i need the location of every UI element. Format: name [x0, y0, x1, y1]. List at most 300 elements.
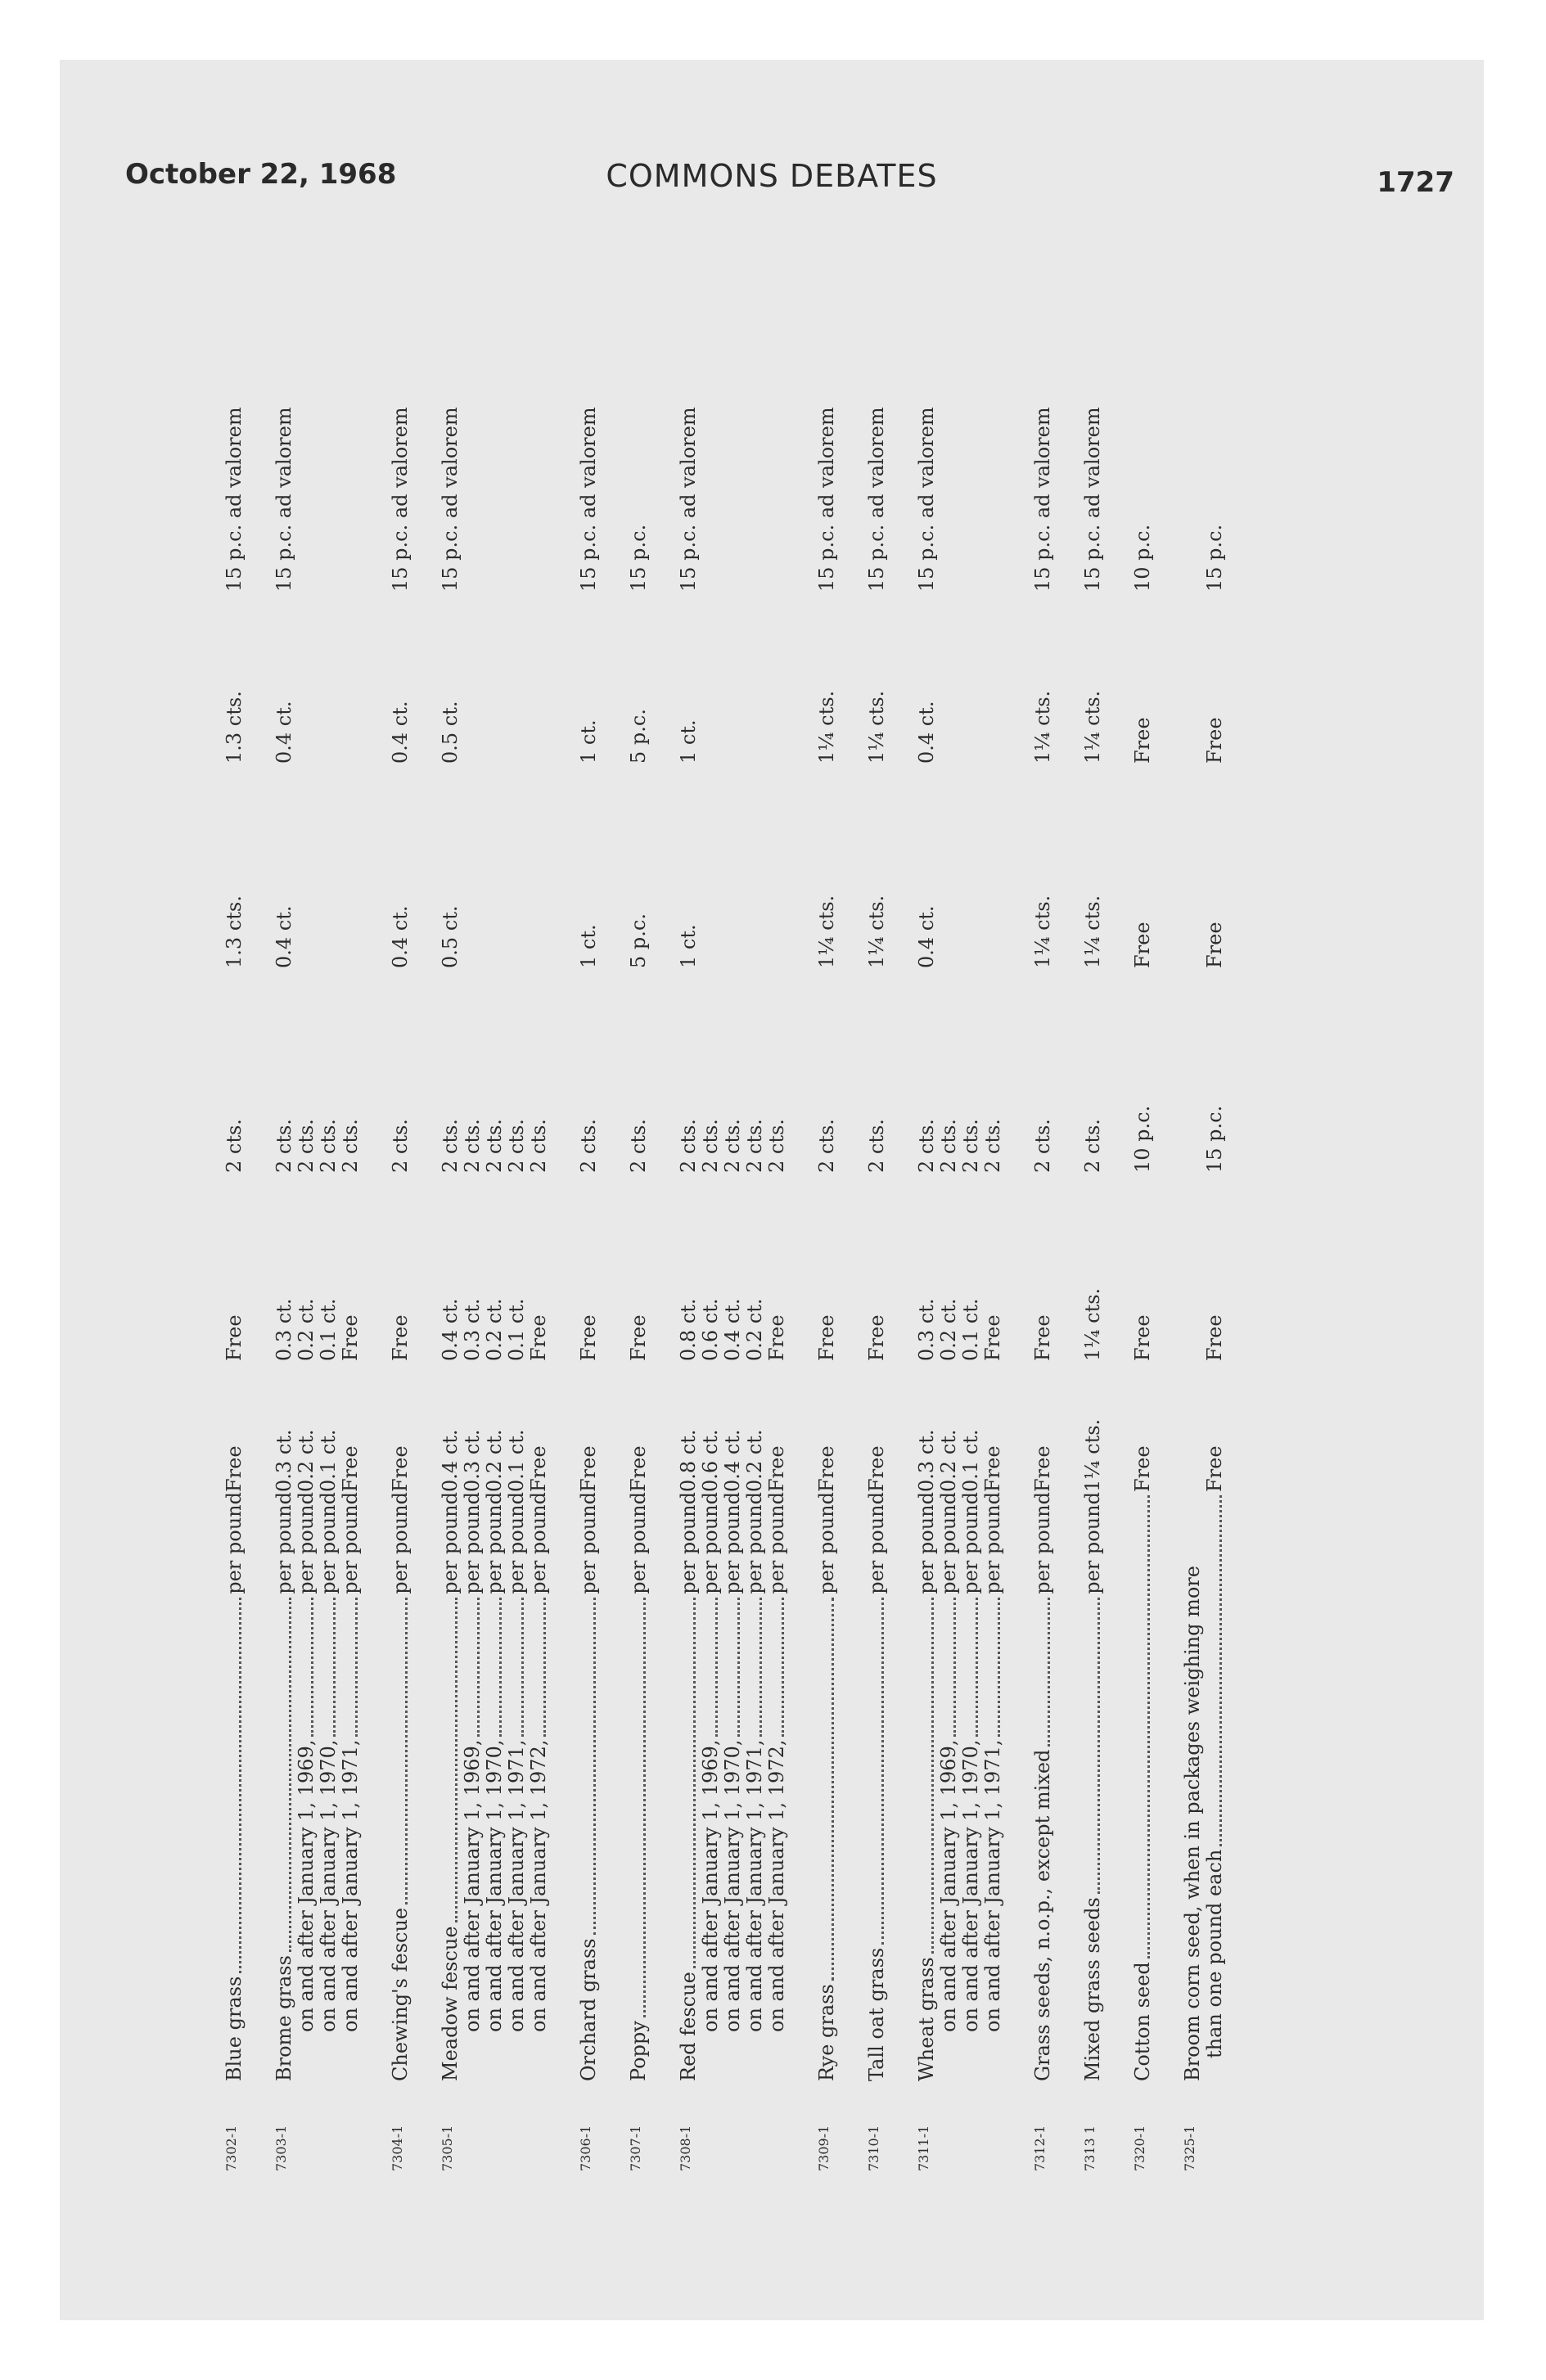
rate-cell: 2 cts. — [981, 1119, 1004, 1173]
description-text: on and after January 1, 1969, — [937, 1739, 960, 2032]
rate-cell — [1182, 428, 1204, 592]
rate-cell — [722, 592, 744, 764]
tariff-number: 7308-1 — [678, 2125, 693, 2171]
rate-cell: 0.5 ct. — [439, 905, 462, 968]
rate-cell: Free — [1131, 1445, 1154, 1492]
item-description — [744, 1492, 766, 2081]
tariff-number: 7307-1 — [628, 2125, 643, 2171]
leader-dots — [881, 1598, 884, 1945]
item-description — [273, 1492, 295, 2081]
description-text: on and after January 1, 1970, — [483, 1739, 506, 2032]
rate-cell — [462, 764, 484, 968]
tariff-number: 7310-1 — [866, 2125, 881, 2171]
tariff-lines — [1182, 428, 1226, 2081]
leader-dots — [454, 1598, 457, 1923]
tariff-line — [700, 428, 722, 2081]
tariff-number: 7320-1 — [1132, 2125, 1147, 2171]
page-number: 1727 — [1377, 166, 1454, 199]
leader-dots — [498, 1598, 502, 1737]
rate-cell: 0.4 ct. — [721, 1298, 744, 1361]
rate-cell — [484, 428, 506, 592]
leader-dots — [310, 1598, 313, 1737]
leader-dots — [1219, 1495, 1222, 1846]
tariff-line — [439, 407, 462, 2081]
rate-cell: 0.6 ct. — [699, 1298, 722, 1361]
rate-cell: 0.3 ct. — [273, 1298, 295, 1361]
rate-cell — [318, 764, 340, 968]
rate-cell: 2 cts. — [721, 1119, 744, 1173]
tariff-entry — [1132, 240, 1154, 2171]
page-sheet — [60, 60, 1484, 2320]
rate-cell — [722, 764, 744, 968]
tariff-line — [1182, 428, 1204, 2081]
rate-cell: Free — [815, 1314, 838, 1361]
tariff-line — [484, 428, 506, 2081]
rate-cell — [938, 592, 960, 764]
rate-cell: Free — [815, 1445, 838, 1492]
rate-cell: 15 p.c. ad valorem — [677, 407, 700, 592]
rate-cell — [1182, 1173, 1204, 1361]
item-description — [960, 1492, 982, 2081]
description-text: Grass seeds, n.o.p., except mixed — [1031, 1749, 1054, 2081]
leader-dots — [1047, 1598, 1050, 1747]
unit-label: per pound — [339, 1492, 362, 1594]
rate-cell: 0.4 ct. — [389, 905, 412, 968]
item-description — [439, 1492, 462, 2081]
item-description — [462, 1492, 484, 2081]
tariff-number: 7306-1 — [578, 2125, 593, 2171]
tariff-entry — [1082, 240, 1104, 2171]
rate-cell: Free — [223, 1314, 246, 1361]
tariff-line — [915, 407, 938, 2081]
rate-cell: 2 cts. — [223, 1119, 246, 1173]
leader-dots — [543, 1598, 546, 1737]
rate-cell: 0.3 ct. — [273, 1429, 295, 1492]
rate-cell: 1.3 cts. — [223, 691, 246, 764]
rate-cell: 2 cts. — [461, 1119, 484, 1173]
rate-cell: Free — [1131, 922, 1154, 968]
tariff-number: 7303-1 — [273, 2125, 289, 2171]
rate-cell: Free — [527, 1445, 550, 1492]
unit-label: per pound — [865, 1492, 888, 1594]
rate-cell: 5 p.c. — [627, 709, 650, 764]
description-text: Brome grass — [273, 1955, 295, 2081]
description-text: Chewing's fescue — [389, 1907, 412, 2081]
rate-cell: Free — [527, 1314, 550, 1361]
item-description — [484, 1492, 506, 2081]
rate-cell: 15 p.c. ad valorem — [865, 407, 888, 592]
rate-cell: 2 cts. — [743, 1119, 766, 1173]
description-text: on and after January 1, 1971, — [743, 1739, 766, 2032]
description-text: Blue grass — [223, 1976, 246, 2081]
tariff-entry — [678, 240, 788, 2171]
description-text: Rye grass — [815, 1984, 838, 2081]
tariff-entry — [439, 240, 550, 2171]
item-description — [916, 1492, 938, 2081]
rate-cell: 0.1 ct. — [505, 1298, 528, 1361]
rate-cell: 2 cts. — [677, 1119, 700, 1173]
tariff-line — [865, 407, 888, 2081]
tariff-lines — [915, 407, 1004, 2081]
unit-label: per pound — [721, 1492, 744, 1594]
rate-cell: 2 cts. — [865, 1119, 888, 1173]
item-description — [1182, 1492, 1204, 2081]
item-description — [722, 1492, 744, 2081]
rate-cell: Free — [1131, 717, 1154, 764]
rate-cell: 2 cts. — [439, 1119, 462, 1173]
rate-cell: 1¼ cts. — [1081, 690, 1104, 764]
tariff-line — [1031, 407, 1054, 2081]
rate-cell: 2 cts. — [765, 1119, 788, 1173]
rate-cell: 0.2 ct. — [937, 1298, 960, 1361]
tariff-entry — [223, 240, 246, 2171]
leader-dots — [831, 1598, 834, 1981]
rate-cell — [744, 592, 766, 764]
rate-cell: 0.6 ct. — [699, 1429, 722, 1492]
tariff-line — [295, 428, 318, 2081]
description-text: Orchard grass — [577, 1938, 600, 2081]
tariff-entry — [866, 240, 888, 2171]
rate-cell: 1¼ cts. — [1031, 895, 1054, 968]
rate-cell: 0.8 ct. — [677, 1298, 700, 1361]
rate-cell — [982, 428, 1004, 592]
rate-cell: 0.4 ct. — [439, 1429, 462, 1492]
description-text: on and after January 1, 1970, — [317, 1739, 340, 2032]
rate-cell: Free — [765, 1445, 788, 1492]
rate-cell: 0.2 ct. — [295, 1429, 318, 1492]
rate-cell — [506, 428, 528, 592]
rate-cell: 0.4 ct. — [721, 1429, 744, 1492]
rate-cell: 0.2 ct. — [743, 1429, 766, 1492]
rate-cell — [340, 592, 362, 764]
rate-cell: 2 cts. — [1031, 1119, 1054, 1173]
rate-cell: 1¼ cts. — [815, 690, 838, 764]
rate-cell — [340, 428, 362, 592]
tariff-lines — [389, 407, 412, 2081]
leader-dots — [997, 1598, 1000, 1737]
item-description — [1132, 1492, 1154, 2081]
tariff-entry — [273, 240, 362, 2171]
tariff-entry — [390, 240, 412, 2171]
tariff-entry — [578, 240, 600, 2171]
tariff-lines — [1031, 407, 1054, 2081]
unit-label: per pound — [461, 1492, 484, 1594]
rate-cell: 1¼ cts. — [1081, 1418, 1104, 1492]
unit-label: per pound — [937, 1492, 960, 1594]
description-text: on and after January 1, 1970, — [721, 1739, 744, 2032]
rate-cell: 0.3 ct. — [915, 1429, 938, 1492]
rate-cell — [960, 592, 982, 764]
rate-cell: Free — [339, 1445, 362, 1492]
tariff-line — [577, 407, 600, 2081]
unit-label: per pound — [389, 1492, 412, 1594]
rate-cell: 1¼ cts. — [865, 690, 888, 764]
tariff-line — [938, 428, 960, 2081]
rate-cell: 15 p.c. ad valorem — [223, 407, 246, 592]
tariff-line — [318, 428, 340, 2081]
rate-cell — [318, 428, 340, 592]
unit-label: per pound — [627, 1492, 650, 1594]
rate-cell — [1182, 968, 1204, 1173]
rate-cell: 0.2 ct. — [483, 1429, 506, 1492]
unit-label: per pound — [317, 1492, 340, 1594]
tariff-lines — [865, 407, 888, 2081]
rate-cell — [295, 428, 318, 592]
rate-cell: 0.1 ct. — [317, 1298, 340, 1361]
item-description — [982, 1492, 1004, 2081]
rate-cell: 0.2 ct. — [483, 1298, 506, 1361]
item-description — [390, 1492, 412, 2081]
rate-cell — [700, 428, 722, 592]
rate-cell: 0.4 ct. — [915, 905, 938, 968]
tariff-line — [506, 428, 528, 2081]
leader-dots — [1147, 1495, 1150, 1959]
rate-cell — [506, 592, 528, 764]
tariff-line — [766, 428, 788, 2081]
tariff-line — [982, 428, 1004, 2081]
rate-cell — [982, 592, 1004, 764]
rate-cell: 2 cts. — [339, 1119, 362, 1173]
description-text: on and after January 1, 1971, — [505, 1739, 528, 2032]
rate-cell — [295, 592, 318, 764]
item-description — [866, 1492, 888, 2081]
rate-cell — [528, 764, 550, 968]
unit-label: per pound — [699, 1492, 722, 1594]
rate-cell — [766, 592, 788, 764]
rate-cell: Free — [865, 1445, 888, 1492]
tariff-entry — [628, 240, 650, 2171]
tariff-line — [628, 428, 650, 2081]
rate-cell: Free — [865, 1314, 888, 1361]
rate-cell: 0.4 ct. — [273, 905, 295, 968]
tariff-lines — [815, 407, 838, 2081]
tariff-entry — [916, 240, 1004, 2171]
tariff-line — [462, 428, 484, 2081]
tariff-line — [1081, 407, 1104, 2081]
rate-cell: 0.4 ct. — [439, 1298, 462, 1361]
rate-cell: Free — [577, 1445, 600, 1492]
leader-dots — [781, 1598, 784, 1737]
rate-cell — [700, 764, 722, 968]
rate-cell: 0.3 ct. — [461, 1298, 484, 1361]
tariff-lines — [677, 407, 788, 2081]
rate-cell: Free — [765, 1314, 788, 1361]
rate-cell: 15 p.c. ad valorem — [439, 407, 462, 592]
unit-label: per pound — [765, 1492, 788, 1594]
rate-cell: 1 ct. — [577, 924, 600, 968]
rate-cell: 2 cts. — [699, 1119, 722, 1173]
rate-cell: 2 cts. — [937, 1119, 960, 1173]
tariff-lines — [1132, 428, 1154, 2081]
unit-label: per pound — [273, 1492, 295, 1594]
rate-cell: 15 p.c. ad valorem — [577, 407, 600, 592]
unit-label: per pound — [223, 1492, 246, 1594]
rate-cell: Free — [1203, 717, 1226, 764]
rate-cell: 1¼ cts. — [1081, 895, 1104, 968]
item-description — [295, 1492, 318, 2081]
rate-cell: 2 cts. — [815, 1119, 838, 1173]
tariff-line — [1204, 428, 1226, 2081]
tariff-entry — [1032, 240, 1054, 2171]
rate-cell: 2 cts. — [295, 1119, 318, 1173]
rate-cell: 2 cts. — [577, 1119, 600, 1173]
rate-cell — [982, 764, 1004, 968]
rate-cell: 2 cts. — [389, 1119, 412, 1173]
unit-label: per pound — [815, 1492, 838, 1594]
rate-cell — [484, 592, 506, 764]
tariff-entry — [816, 240, 838, 2171]
tariff-lines — [1081, 407, 1104, 2081]
item-description — [1032, 1492, 1054, 2081]
rate-cell: 1 ct. — [677, 924, 700, 968]
description-text: Mixed grass seeds — [1081, 1897, 1104, 2081]
rate-cell — [938, 428, 960, 592]
description-text: Red fescue — [677, 1972, 700, 2081]
leader-dots — [759, 1598, 762, 1737]
rate-cell — [766, 428, 788, 592]
rate-cell: 0.5 ct. — [439, 701, 462, 764]
tariff-number: 7311-1 — [916, 2125, 931, 2171]
unit-label: per pound — [743, 1492, 766, 1594]
unit-label: per pound — [295, 1492, 318, 1594]
leader-dots — [642, 1598, 646, 2017]
tariff-lines — [439, 407, 550, 2081]
rate-cell: 0.1 ct. — [959, 1298, 982, 1361]
rate-cell: Free — [981, 1445, 1004, 1492]
leader-dots — [404, 1598, 408, 1904]
rate-cell — [318, 592, 340, 764]
description-text: Cotton seed — [1131, 1962, 1154, 2081]
rate-cell — [1182, 764, 1204, 968]
rate-cell — [462, 592, 484, 764]
item-description — [678, 1492, 700, 2081]
rate-cell — [744, 764, 766, 968]
leader-dots — [714, 1598, 718, 1737]
rate-cell: 0.2 ct. — [295, 1298, 318, 1361]
unit-label: per pound — [1031, 1492, 1054, 1594]
description-text: than one pound each — [1203, 1849, 1226, 2058]
tariff-number: 7312-1 — [1032, 2125, 1048, 2171]
leader-dots — [354, 1598, 358, 1737]
item-description — [628, 1492, 650, 2081]
item-description — [1082, 1492, 1104, 2081]
rate-cell: Free — [1203, 1314, 1226, 1361]
description-text: on and after January 1, 1971, — [339, 1739, 362, 2032]
rate-cell: 0.4 ct. — [273, 701, 295, 764]
tariff-lines — [273, 407, 362, 2081]
rate-cell: 10 p.c. — [1131, 1105, 1154, 1173]
tariff-line — [677, 407, 700, 2081]
rate-cell: 0.8 ct. — [677, 1429, 700, 1492]
leader-dots — [332, 1598, 336, 1737]
tariff-line — [960, 428, 982, 2081]
item-description — [578, 1492, 600, 2081]
rate-cell — [1182, 592, 1204, 764]
rate-cell: 1¼ cts. — [1081, 1287, 1104, 1361]
rate-cell: 15 p.c. ad valorem — [389, 407, 412, 592]
rate-cell: 0.3 ct. — [461, 1429, 484, 1492]
rate-cell — [506, 764, 528, 968]
description-text: on and after January 1, 1972, — [765, 1739, 788, 2032]
unit-label: per pound — [981, 1492, 1004, 1594]
leader-dots — [953, 1598, 956, 1737]
description-text: on and after January 1, 1971, — [981, 1739, 1004, 2032]
description-text: on and after January 1, 1972, — [527, 1739, 550, 2032]
rate-cell — [744, 428, 766, 592]
header-title: COMMONS DEBATES — [606, 158, 938, 194]
tariff-line — [340, 428, 362, 2081]
tariff-line — [722, 428, 744, 2081]
rate-cell: Free — [627, 1445, 650, 1492]
item-description — [223, 1492, 246, 2081]
tariff-line — [528, 428, 550, 2081]
leader-dots — [521, 1598, 524, 1737]
rate-cell: 2 cts. — [505, 1119, 528, 1173]
tariff-number: 7313 1 — [1082, 2125, 1098, 2171]
description-text: on and after January 1, 1969, — [461, 1739, 484, 2032]
rate-cell — [938, 764, 960, 968]
rate-cell: 1.3 cts. — [223, 895, 246, 968]
rate-cell — [528, 428, 550, 592]
rate-cell: Free — [577, 1314, 600, 1361]
tariff-entry — [1182, 240, 1226, 2171]
leader-dots — [238, 1598, 241, 1973]
item-description — [700, 1492, 722, 2081]
leader-dots — [737, 1598, 740, 1737]
rate-cell: 2 cts. — [527, 1119, 550, 1173]
rate-cell: 10 p.c. — [1131, 524, 1154, 592]
rate-cell: 0.1 ct. — [959, 1429, 982, 1492]
leader-dots — [593, 1598, 596, 1936]
unit-label: per pound — [439, 1492, 462, 1594]
rate-cell: 2 cts. — [483, 1119, 506, 1173]
rate-cell — [722, 428, 744, 592]
rate-cell — [528, 592, 550, 764]
description-text: on and after January 1, 1970, — [959, 1739, 982, 2032]
rate-cell: 1¼ cts. — [1031, 690, 1054, 764]
unit-label: per pound — [677, 1492, 700, 1594]
description-text: on and after January 1, 1969, — [295, 1739, 318, 2032]
description-text: Poppy — [627, 2021, 650, 2081]
rate-cell: Free — [981, 1314, 1004, 1361]
description-text: on and after January 1, 1969, — [699, 1739, 722, 2032]
unit-label: per pound — [959, 1492, 982, 1594]
rate-cell: Free — [1131, 1314, 1154, 1361]
rate-cell: 2 cts. — [959, 1119, 982, 1173]
item-description — [1204, 1492, 1226, 2081]
rate-cell — [960, 764, 982, 968]
rate-cell: 0.1 ct. — [317, 1429, 340, 1492]
rate-cell: 2 cts. — [317, 1119, 340, 1173]
tariff-line — [389, 407, 412, 2081]
rate-cell: Free — [389, 1445, 412, 1492]
rate-cell: Free — [339, 1314, 362, 1361]
unit-label: per pound — [505, 1492, 528, 1594]
rate-cell: 2 cts. — [1081, 1119, 1104, 1173]
rate-cell: 1¼ cts. — [815, 895, 838, 968]
tariff-line — [815, 407, 838, 2081]
rate-cell — [1182, 1361, 1204, 1492]
rate-cell: 0.4 ct. — [389, 701, 412, 764]
rate-cell: 15 p.c. — [1203, 1105, 1226, 1173]
rate-cell — [766, 764, 788, 968]
rate-cell: 0.1 ct. — [505, 1429, 528, 1492]
item-description — [816, 1492, 838, 2081]
tariff-line — [223, 407, 246, 2081]
leader-dots — [692, 1598, 696, 1968]
tariff-number: 7325-1 — [1182, 2125, 1197, 2171]
rate-cell: 15 p.c. — [627, 524, 650, 592]
